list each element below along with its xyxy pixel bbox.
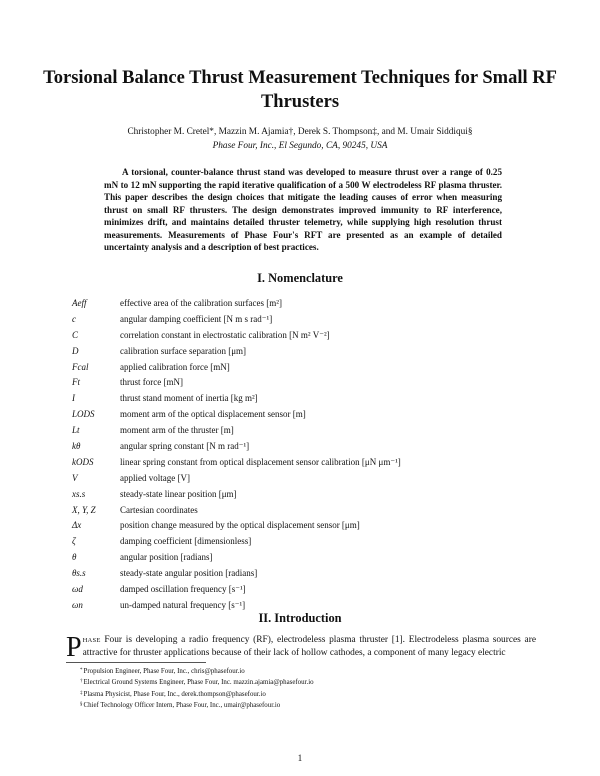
paper-title: Torsional Balance Thrust Measurement Techniques for Small RF Thrusters xyxy=(43,68,557,112)
footnote xyxy=(80,677,520,688)
abstract xyxy=(104,166,502,254)
nomenclature-row xyxy=(72,391,532,407)
footnote-mark: † xyxy=(80,679,83,685)
nomenclature-symbol: kODS xyxy=(72,456,94,467)
nomenclature-definition: angular damping coefficient [N m s rad⁻¹] xyxy=(120,313,273,324)
nomenclature-definition: steady-state angular position [radians] xyxy=(120,568,258,579)
footnote-text: Electrical Ground Systems Engineer, Phase Four, Inc. mazzin.ajamia@phasefour.io xyxy=(83,679,314,687)
nomenclature-definition: correlation constant in electrostatic calibration [N m² V⁻²] xyxy=(120,329,330,340)
nomenclature-definition: effective area of the calibration surfaces [m²] xyxy=(120,298,282,308)
nomenclature-symbol: D xyxy=(72,345,79,356)
nomenclature-symbol: ωn xyxy=(72,599,83,610)
nomenclature-symbol: Δx xyxy=(72,520,82,531)
nomenclature-definition: damped oscillation frequency [s⁻¹] xyxy=(120,584,246,595)
nomenclature-symbol: ζ xyxy=(72,536,76,547)
nomenclature-definition: steady-state linear position [μm] xyxy=(120,488,237,499)
nomenclature-symbol: Ft xyxy=(72,377,80,388)
footnote-mark: ‡ xyxy=(80,690,83,696)
nomenclature-definition: calibration surface separation [μm] xyxy=(120,345,247,356)
nomenclature-definition: applied calibration force [mN] xyxy=(120,361,230,372)
nomenclature-symbol: ωd xyxy=(72,584,83,595)
nomenclature-row xyxy=(72,360,532,376)
footnote xyxy=(80,666,520,677)
nomenclature-row xyxy=(72,534,532,550)
nomenclature-symbol: kθ xyxy=(72,441,81,452)
section-heading-nomenclature: I. Nomenclature xyxy=(257,271,343,285)
nomenclature-row xyxy=(72,423,532,439)
nomenclature-definition: moment arm of the optical displacement sensor [m] xyxy=(120,409,306,420)
nomenclature-row xyxy=(72,550,532,566)
nomenclature-symbol: xs.s xyxy=(72,488,86,499)
nomenclature-row xyxy=(72,582,532,598)
nomenclature-list xyxy=(72,296,532,614)
footnote-list xyxy=(80,666,520,711)
introduction-paragraph xyxy=(66,632,536,663)
nomenclature-symbol: θ xyxy=(72,552,77,563)
abstract-text: A torsional, counter-balance thrust stand was developed to measure thrust over a range of 0.25 mN to 12 mN supporting the rapid iterative qualification of a 500 W electrodeless RF plasma thruster. This paper describes the design choices that mitigate the leading causes of error when measuring thrust on small RF thrusters. The design demonstrates improved immunity to RF interference, minimizes drift, and maintains detailed thruster telemetry, while supplying high resolution thrust measurements. Measurements of Phase Four's RFT are presented as an example of detailed uncertainty analysis and a description of best practices. xyxy=(104,167,502,252)
nomenclature-definition: damping coefficient [dimensionless] xyxy=(120,536,252,547)
nomenclature-definition: Cartesian coordinates xyxy=(120,504,198,515)
nomenclature-symbol: θs.s xyxy=(72,568,86,579)
nomenclature-row xyxy=(72,375,532,391)
nomenclature-symbol: c xyxy=(72,313,76,324)
nomenclature-row xyxy=(72,455,532,471)
footnote xyxy=(80,689,520,700)
nomenclature-row xyxy=(72,487,532,503)
footnote-text: Plasma Physicist, Phase Four, Inc., derek.thompson@phasefour.io xyxy=(83,690,266,698)
nomenclature-symbol: I xyxy=(72,393,75,404)
nomenclature-symbol: X, Y, Z xyxy=(72,504,96,515)
section-heading-introduction: II. Introduction xyxy=(258,611,342,625)
nomenclature-row xyxy=(72,407,532,423)
nomenclature-symbol: Lt xyxy=(72,425,80,436)
footnote xyxy=(80,700,520,711)
nomenclature-definition: applied voltage [V] xyxy=(120,472,190,483)
nomenclature-symbol: C xyxy=(72,329,79,340)
nomenclature-row xyxy=(72,344,532,360)
nomenclature-row xyxy=(72,312,532,328)
nomenclature-row xyxy=(72,296,532,312)
affiliation: Phase Four, Inc., El Segundo, CA, 90245, USA xyxy=(212,141,388,151)
nomenclature-symbol: Fcal xyxy=(72,361,89,372)
footnote-mark: § xyxy=(80,701,83,707)
nomenclature-definition: thrust force [mN] xyxy=(120,377,183,388)
nomenclature-row xyxy=(72,518,532,534)
intro-text: Four is developing a radio frequency (RF), electrodeless plasma thruster [1]. Electrodeless plasma sources are attractive for thruster applications because of their lack of hollow cathodes, a component of many legacy electric xyxy=(82,635,536,658)
nomenclature-definition: moment arm of the thruster [m] xyxy=(120,425,234,436)
footnote-text: Propulsion Engineer, Phase Four, Inc., chris@phasefour.io xyxy=(83,668,245,675)
nomenclature-definition: angular spring constant [N m rad⁻¹] xyxy=(120,441,250,452)
nomenclature-row xyxy=(72,328,532,344)
nomenclature-row xyxy=(72,566,532,582)
footnote-text: Chief Technology Officer Intern, Phase Four, Inc., umair@phasefour.io xyxy=(83,701,281,709)
nomenclature-row xyxy=(72,471,532,487)
footnote-divider xyxy=(66,662,206,663)
nomenclature-row xyxy=(72,503,532,519)
nomenclature-row xyxy=(72,439,532,455)
author-list: Christopher M. Cretel*, Mazzin M. Ajamia†, Derek S. Thompson‡, and M. Umair Siddiqui§ xyxy=(127,127,473,137)
nomenclature-symbol: Aeff xyxy=(72,298,87,308)
drop-cap: P xyxy=(66,632,82,663)
nomenclature-definition: angular position [radians] xyxy=(120,552,213,563)
nomenclature-definition: position change measured by the optical displacement sensor [μm] xyxy=(120,520,360,531)
nomenclature-symbol: LODS xyxy=(72,409,95,420)
page-number: 1 xyxy=(297,754,303,764)
intro-smallcaps: HASE xyxy=(82,637,101,644)
nomenclature-definition: thrust stand moment of inertia [kg m²] xyxy=(120,393,258,404)
nomenclature-symbol: V xyxy=(72,472,78,483)
nomenclature-definition: linear spring constant from optical displacement sensor calibration [μN μm⁻¹] xyxy=(120,456,401,467)
nomenclature-definition: un-damped natural frequency [s⁻¹] xyxy=(120,599,246,610)
footnote-mark: * xyxy=(80,668,83,673)
